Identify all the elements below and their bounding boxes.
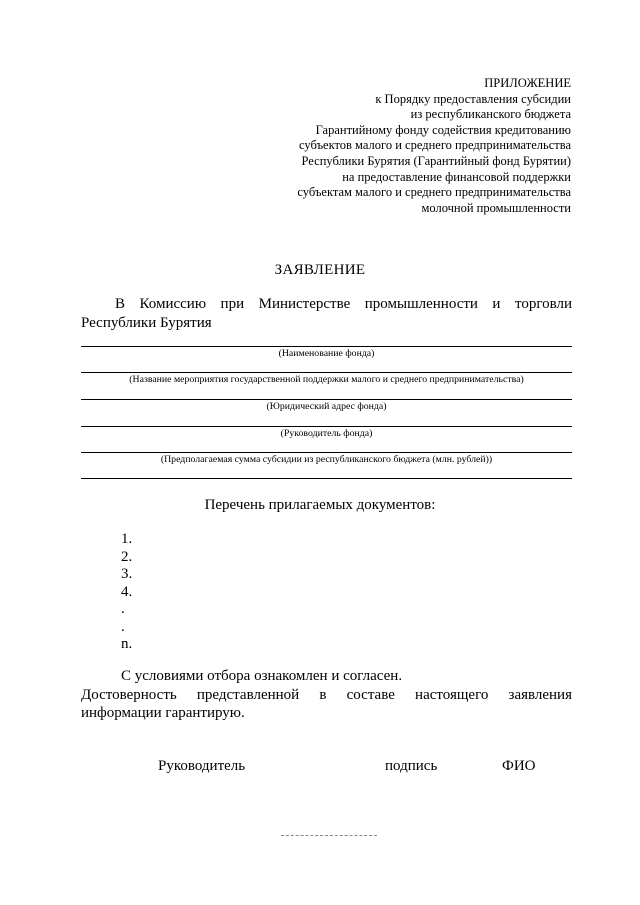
event-name-field <box>81 372 572 386</box>
appendix-block <box>297 76 571 216</box>
signature-sign-label: подпись <box>385 758 438 774</box>
agreement-text: С условиями отбора ознакомлен и согласен. <box>121 668 403 684</box>
field-caption: (Юридический адрес фонда) <box>266 401 387 412</box>
list-item: 3. <box>121 566 133 582</box>
legal-address-field <box>81 399 572 413</box>
signature-name-label: ФИО <box>502 758 536 774</box>
list-item: . <box>121 618 125 635</box>
document-title: ЗАЯВЛЕНИЕ <box>274 262 366 278</box>
documents-list-title: Перечень прилагаемых документов: <box>204 497 436 513</box>
signature-head-label: Руководитель <box>158 758 246 774</box>
field-caption: (Название мероприятия государственной поддержки малого и среднего предпринимательства) <box>129 374 524 385</box>
appendix-line: из республиканского бюджета <box>410 107 571 122</box>
appendix-line: Республики Бурятия (Гарантийный фонд Бурятии) <box>301 153 571 168</box>
field-caption: (Наименование фонда) <box>278 348 375 359</box>
addressee-paragraph: В Комиссию при Министерстве промышленности и торговли Республики Бурятия <box>81 296 572 331</box>
list-item: 1. <box>121 531 133 547</box>
appendix-line: субъектам малого и среднего предпринимательства <box>297 185 571 200</box>
list-item: 4. <box>121 583 133 600</box>
appendix-line: к Порядку предоставления субсидии <box>375 91 571 106</box>
list-item: n. <box>121 636 133 652</box>
fund-name-field <box>81 346 572 360</box>
subsidy-amount-field <box>81 452 572 466</box>
fund-head-field <box>81 426 572 440</box>
guarantee-paragraph: Достоверность представленной в составе настоящего заявления информации гарантирую. <box>81 687 572 721</box>
field-caption: (Руководитель фонда) <box>280 428 373 439</box>
documents-list <box>121 531 132 654</box>
field-caption: (Предполагаемая сумма субсидии из республиканского бюджета (млн. рублей)) <box>160 454 493 465</box>
appendix-line: ПРИЛОЖЕНИЕ <box>484 76 571 90</box>
footer-divider <box>281 835 377 836</box>
closing-line <box>81 478 572 479</box>
appendix-line: на предоставление финансовой поддержки <box>342 169 571 184</box>
list-item: . <box>121 601 125 617</box>
list-item: 2. <box>121 548 133 565</box>
appendix-line: субъектов малого и среднего предпринимательства <box>299 138 571 153</box>
appendix-line: молочной промышленности <box>421 200 571 215</box>
fill-line <box>81 478 572 479</box>
appendix-line: Гарантийному фонду содействия кредитованию <box>315 122 571 137</box>
